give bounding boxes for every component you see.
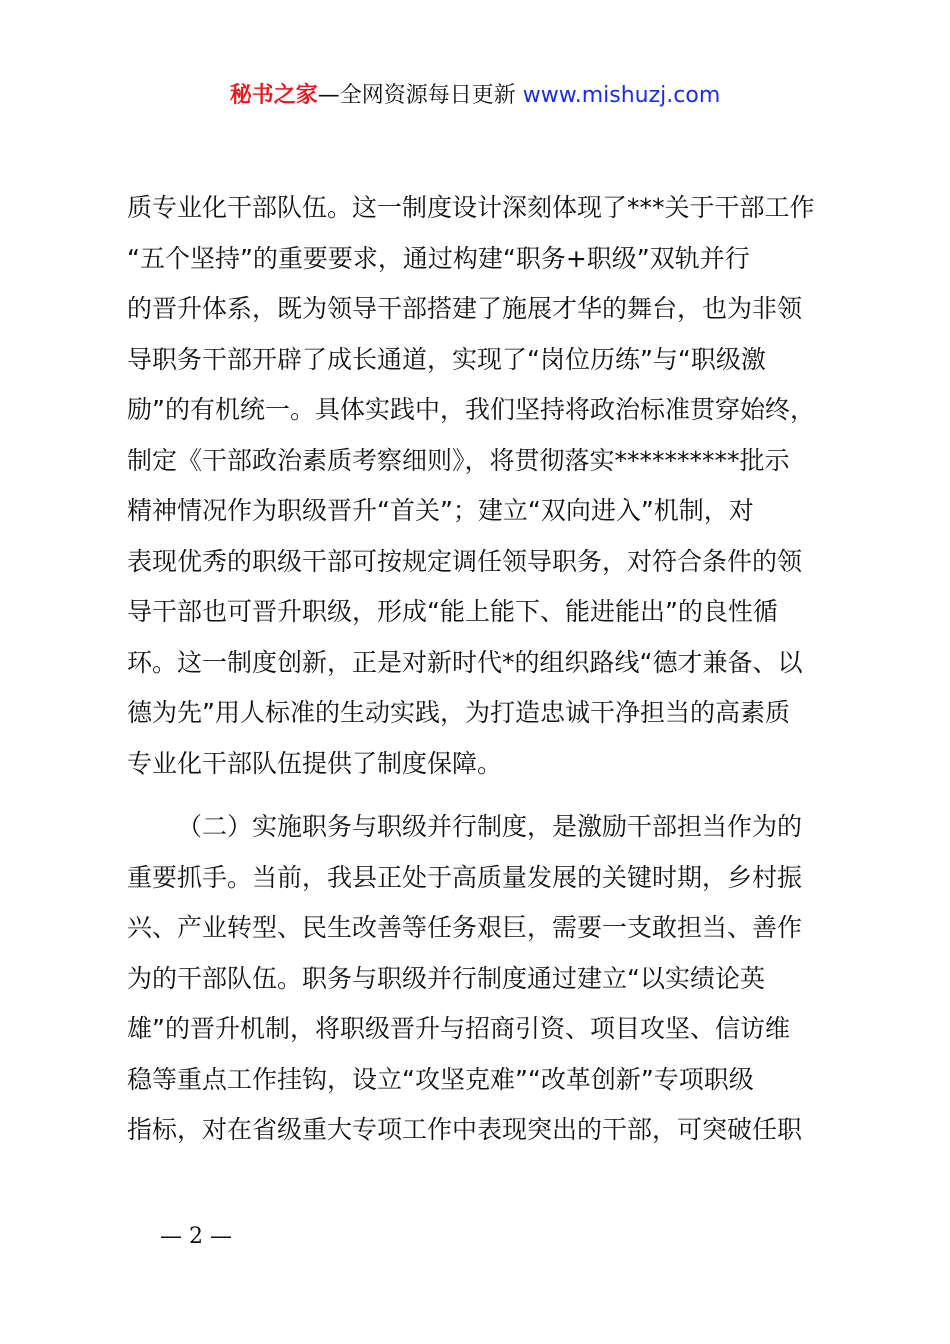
page-header — [0, 80, 950, 112]
text-line: 精神情况作为职级晋升“首关”；建立“双向进入”机制，对 — [127, 496, 754, 525]
text-line: 励”的有机统一。具体实践中，我们坚持将政治标准贯穿始终， — [127, 395, 815, 424]
text-line: 环。这一制度创新，正是对新时代*的组织路线“德才兼备、以 — [127, 647, 803, 677]
text-line: 雄”的晋升机制，将职级晋升与招商引资、项目攻坚、信访维 — [127, 1014, 790, 1043]
text-line: 专业化干部队伍提供了制度保障。 — [127, 748, 503, 778]
header-slogan: —全网资源每日更新 — [317, 83, 523, 108]
text-line: 的晋升体系，既为领导干部搭建了施展才华的舞台，也为非领 — [127, 294, 803, 323]
text-line: 兴、产业转型、民生改善等任务艰巨，需要一支敢担当、善作 — [127, 913, 803, 942]
header-brand: 秘书之家 — [229, 83, 318, 108]
paragraph-1 — [127, 183, 831, 789]
text-line: 表现优秀的职级干部可按规定调任领导职务，对符合条件的领 — [127, 546, 803, 576]
header-url-link[interactable]: www.mishuzj.com — [522, 83, 721, 108]
document-body — [127, 183, 831, 1156]
paragraph-2 — [127, 802, 831, 1156]
text-line: 重要抓手。当前，我县正处于高质量发展的关键时期，乡村振 — [127, 862, 803, 892]
text-line: “五个坚持”的重要要求，通过构建“职务+职级”双轨并行 — [127, 243, 750, 273]
text-line: 指标，对在省级重大专项工作中表现突出的干部，可突破任职 — [127, 1115, 803, 1144]
text-line: 质专业化干部队伍。这一制度设计深刻体现了***关于干部工作 — [127, 193, 815, 222]
paragraph-spacer — [127, 789, 831, 802]
text-line: 导干部也可晋升职级，形成“能上能下、能进能出”的良性循 — [127, 597, 778, 626]
text-line-indented: （二）实施职务与职级并行制度，是激励干部担当作为的 — [177, 812, 803, 841]
text-line: 制定《干部政治素质考察细则》，将贯彻落实**********批示 — [127, 445, 790, 475]
text-line: 导职务干部开辟了成长通道，实现了“岗位历练”与“职级激 — [127, 344, 766, 374]
text-line: 稳等重点工作挂钩，设立“攻坚克难”“改革创新”专项职级 — [127, 1064, 754, 1094]
text-line: 为的干部队伍。职务与职级并行制度通过建立“以实绩论英 — [127, 963, 765, 993]
page-number: — 2 — — [160, 1224, 232, 1249]
text-line: 德为先”用人标准的生动实践，为打造忠诚干净担当的高素质 — [127, 698, 790, 727]
